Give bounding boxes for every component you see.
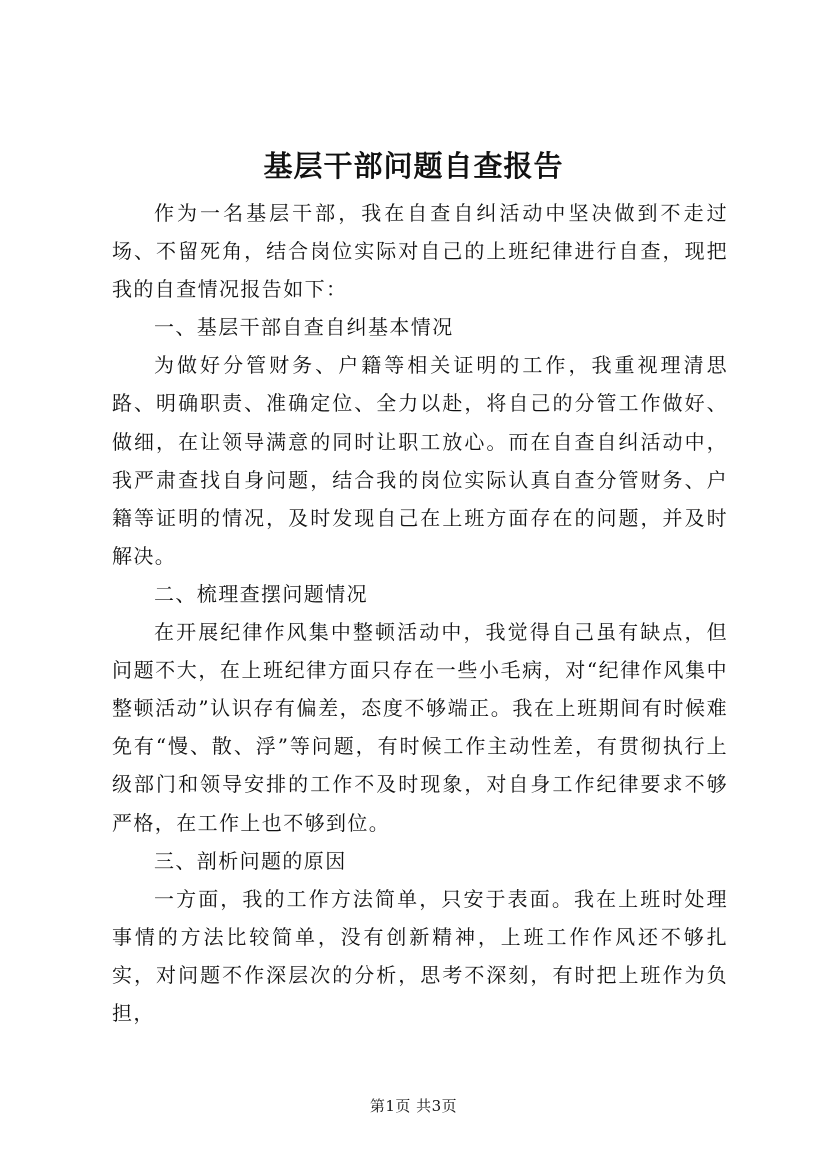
section-heading-2: 二、梳理查摆问题情况 — [154, 581, 368, 606]
document-title: 基层干部问题自查报告 — [263, 149, 564, 183]
section-heading-3: 三、剖析问题的原因 — [154, 848, 347, 873]
document-body — [112, 194, 728, 1032]
intro-paragraph: 作为一名基层干部，我在自查自纠活动中坚决做到不走过场、不留死角，结合岗位实际对自己的上班纪律进行自查，现把我的自查情况报告如下： — [112, 201, 728, 302]
section-3-paragraph: 一方面，我的工作方法简单，只安于表面。我在上班时处理事情的方法比较简单，没有创新精神，上班工作作风还不够扎实，对问题不作深层次的分析，思考不深刻，有时把上班作为负担， — [112, 886, 728, 1025]
section-2-paragraph: 在开展纪律作风集中整顿活动中，我觉得自己虽有缺点，但问题不大，在上班纪律方面只存在一些小毛病，对“纪律作风集中整顿活动”认识存有偏差，态度不够端正。我在上班期间有时候难免有“慢、散、浮”等问题，有时候工作主动性差，有贯彻执行上级部门和领导安排的工作不及时现象，对自身工作纪律要求不够严格，在工作上也不够到位。 — [112, 620, 728, 835]
page-number-footer: 第1页 共3页 — [369, 1097, 458, 1115]
section-heading-1: 一、基层干部自查自纠基本情况 — [154, 315, 454, 340]
section-1-paragraph: 为做好分管财务、户籍等相关证明的工作，我重视理清思路、明确职责、准确定位、全力以赴，将自己的分管工作做好、做细，在让领导满意的同时让职工放心。而在自查自纠活动中，我严肃查找自身问题，结合我的岗位实际认真自查分管财务、户籍等证明的情况，及时发现自己在上班方面存在的问题，并及时解决。 — [112, 353, 728, 568]
